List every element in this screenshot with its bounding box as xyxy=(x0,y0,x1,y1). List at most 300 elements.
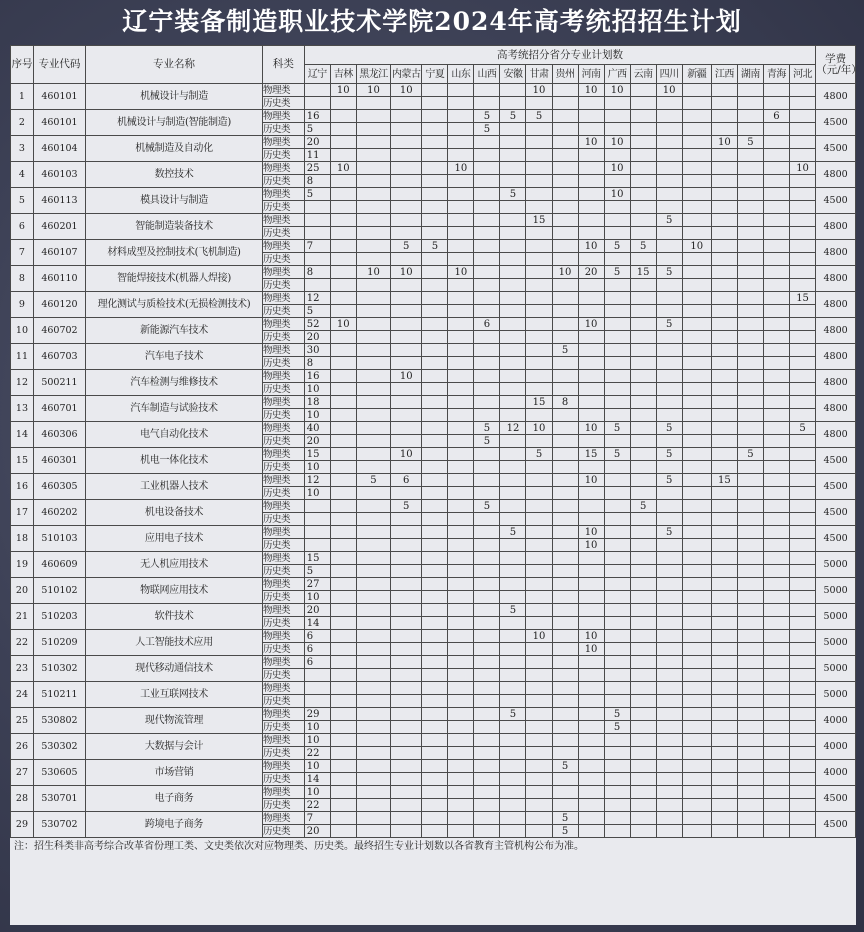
cell-quota xyxy=(682,669,711,682)
cell-quota xyxy=(422,448,448,461)
cell-quota xyxy=(711,461,737,474)
cell-quota xyxy=(789,305,815,318)
cell-quota xyxy=(422,227,448,240)
cell-quota: 11 xyxy=(304,149,330,162)
cell-quota xyxy=(526,474,552,487)
cell-fee: 4500 xyxy=(816,500,856,526)
cell-quota xyxy=(330,487,356,500)
cell-quota xyxy=(763,578,789,591)
cell-quota xyxy=(737,760,763,773)
cell-quota xyxy=(391,539,422,552)
cell-subject: 物理类 xyxy=(263,240,305,253)
cell-quota xyxy=(526,565,552,578)
cell-quota: 20 xyxy=(304,136,330,149)
cell-quota xyxy=(500,214,526,227)
cell-quota: 7 xyxy=(304,240,330,253)
cell-quota xyxy=(500,175,526,188)
cell-quota xyxy=(500,305,526,318)
cell-quota xyxy=(448,279,474,292)
cell-quota xyxy=(500,331,526,344)
cell-quota xyxy=(356,630,390,643)
cell-quota xyxy=(526,253,552,266)
cell-quota: 5 xyxy=(737,136,763,149)
cell-quota xyxy=(356,422,390,435)
header-fee xyxy=(816,46,862,84)
cell-quota: 20 xyxy=(304,604,330,617)
cell-quota xyxy=(330,630,356,643)
cell-seq: 12 xyxy=(11,370,34,396)
cell-quota xyxy=(552,292,578,305)
cell-quota xyxy=(656,734,682,747)
cell-quota xyxy=(763,84,789,97)
cell-quota xyxy=(391,162,422,175)
cell-quota xyxy=(711,240,737,253)
cell-quota xyxy=(552,357,578,370)
cell-quota xyxy=(630,617,656,630)
cell-subject: 历史类 xyxy=(263,591,305,604)
cell-quota xyxy=(474,734,500,747)
cell-quota xyxy=(356,786,390,799)
cell-quota xyxy=(526,643,552,656)
cell-quota xyxy=(448,227,474,240)
cell-code: 460609 xyxy=(33,552,85,578)
cell-quota xyxy=(789,110,815,123)
cell-quota xyxy=(448,409,474,422)
cell-quota xyxy=(763,591,789,604)
cell-quota: 10 xyxy=(304,487,330,500)
cell-quota xyxy=(763,123,789,136)
cell-quota xyxy=(682,149,711,162)
cell-quota xyxy=(711,149,737,162)
cell-quota xyxy=(578,734,604,747)
cell-quota xyxy=(526,383,552,396)
cell-fee: 4500 xyxy=(816,526,856,552)
cell-quota xyxy=(789,448,815,461)
cell-quota xyxy=(304,97,330,110)
cell-quota xyxy=(552,578,578,591)
cell-quota xyxy=(630,110,656,123)
cell-quota xyxy=(330,370,356,383)
cell-quota xyxy=(604,461,630,474)
cell-subject: 物理类 xyxy=(263,760,305,773)
cell-quota xyxy=(656,292,682,305)
cell-quota xyxy=(526,266,552,279)
cell-quota xyxy=(500,617,526,630)
cell-subject: 历史类 xyxy=(263,461,305,474)
cell-quota xyxy=(448,487,474,500)
cell-quota xyxy=(578,747,604,760)
cell-quota xyxy=(682,97,711,110)
cell-quota xyxy=(656,591,682,604)
cell-quota xyxy=(422,188,448,201)
cell-quota xyxy=(552,643,578,656)
cell-quota: 12 xyxy=(304,292,330,305)
cell-quota xyxy=(422,526,448,539)
cell-quota xyxy=(789,747,815,760)
cell-quota: 5 xyxy=(630,240,656,253)
cell-quota xyxy=(552,279,578,292)
cell-seq: 11 xyxy=(11,344,34,370)
cell-quota xyxy=(422,175,448,188)
cell-quota xyxy=(578,162,604,175)
cell-quota xyxy=(330,461,356,474)
cell-quota xyxy=(630,487,656,500)
cell-quota: 52 xyxy=(304,318,330,331)
cell-quota: 10 xyxy=(578,539,604,552)
cell-quota xyxy=(391,643,422,656)
cell-quota xyxy=(356,110,390,123)
table-row xyxy=(11,370,856,383)
cell-quota xyxy=(789,97,815,110)
cell-seq: 8 xyxy=(11,266,34,292)
cell-quota xyxy=(552,305,578,318)
cell-code: 460101 xyxy=(33,110,85,136)
cell-quota xyxy=(630,747,656,760)
cell-quota xyxy=(737,487,763,500)
cell-quota xyxy=(682,201,711,214)
cell-quota xyxy=(711,201,737,214)
cell-quota xyxy=(330,136,356,149)
cell-quota: 22 xyxy=(304,799,330,812)
cell-quota xyxy=(789,487,815,500)
cell-quota xyxy=(711,591,737,604)
cell-quota xyxy=(448,422,474,435)
cell-quota xyxy=(552,383,578,396)
cell-quota: 5 xyxy=(304,305,330,318)
cell-quota: 5 xyxy=(526,110,552,123)
cell-quota xyxy=(422,331,448,344)
cell-quota xyxy=(604,669,630,682)
table-row xyxy=(11,734,856,747)
cell-quota xyxy=(500,97,526,110)
cell-quota xyxy=(737,656,763,669)
cell-quota xyxy=(552,799,578,812)
cell-quota xyxy=(789,591,815,604)
cell-name: 模具设计与制造 xyxy=(85,188,262,214)
cell-seq: 27 xyxy=(11,760,34,786)
cell-quota xyxy=(330,695,356,708)
cell-subject: 物理类 xyxy=(263,656,305,669)
cell-quota xyxy=(711,357,737,370)
cell-quota xyxy=(578,279,604,292)
cell-quota xyxy=(552,318,578,331)
cell-quota xyxy=(474,682,500,695)
cell-quota xyxy=(604,643,630,656)
cell-quota xyxy=(763,383,789,396)
cell-quota xyxy=(474,344,500,357)
cell-quota xyxy=(500,474,526,487)
cell-quota xyxy=(656,396,682,409)
cell-quota xyxy=(391,630,422,643)
cell-quota xyxy=(578,578,604,591)
cell-quota xyxy=(356,500,390,513)
cell-quota xyxy=(711,812,737,825)
cell-quota xyxy=(630,682,656,695)
cell-quota xyxy=(552,500,578,513)
cell-quota xyxy=(604,656,630,669)
cell-quota xyxy=(474,786,500,799)
cell-quota xyxy=(604,552,630,565)
cell-quota xyxy=(474,448,500,461)
cell-quota xyxy=(711,786,737,799)
cell-quota xyxy=(526,435,552,448)
cell-quota xyxy=(422,279,448,292)
cell-quota xyxy=(500,682,526,695)
cell-quota xyxy=(763,175,789,188)
cell-quota xyxy=(737,708,763,721)
cell-quota xyxy=(500,747,526,760)
cell-quota xyxy=(526,123,552,136)
cell-quota xyxy=(737,422,763,435)
cell-quota: 10 xyxy=(330,84,356,97)
table-row xyxy=(11,682,856,695)
cell-quota xyxy=(789,84,815,97)
cell-code: 460107 xyxy=(33,240,85,266)
cell-quota: 10 xyxy=(526,422,552,435)
cell-seq: 13 xyxy=(11,396,34,422)
cell-subject: 历史类 xyxy=(263,695,305,708)
cell-quota xyxy=(526,734,552,747)
cell-quota: 5 xyxy=(304,565,330,578)
cell-quota xyxy=(711,305,737,318)
cell-quota: 5 xyxy=(604,266,630,279)
cell-quota xyxy=(604,812,630,825)
cell-quota xyxy=(737,773,763,786)
cell-quota xyxy=(737,526,763,539)
cell-quota xyxy=(789,318,815,331)
cell-quota xyxy=(552,773,578,786)
cell-quota xyxy=(500,565,526,578)
cell-fee: 4000 xyxy=(816,760,856,786)
cell-fee: 4800 xyxy=(816,422,856,448)
cell-quota xyxy=(422,357,448,370)
cell-code: 510102 xyxy=(33,578,85,604)
cell-quota xyxy=(356,383,390,396)
cell-quota xyxy=(604,500,630,513)
cell-quota xyxy=(391,305,422,318)
cell-quota xyxy=(737,565,763,578)
cell-quota xyxy=(330,292,356,305)
cell-quota xyxy=(422,461,448,474)
cell-quota xyxy=(474,708,500,721)
cell-quota xyxy=(656,539,682,552)
cell-quota xyxy=(789,786,815,799)
cell-quota xyxy=(422,162,448,175)
cell-quota xyxy=(330,357,356,370)
cell-quota xyxy=(656,305,682,318)
cell-quota xyxy=(789,149,815,162)
cell-quota xyxy=(526,500,552,513)
cell-quota xyxy=(356,344,390,357)
header-fee-line1: 学费 xyxy=(825,52,847,65)
cell-quota: 10 xyxy=(356,266,390,279)
cell-quota xyxy=(448,474,474,487)
cell-quota xyxy=(330,344,356,357)
cell-quota: 5 xyxy=(604,708,630,721)
cell-fee: 5000 xyxy=(816,682,856,708)
cell-quota xyxy=(789,825,815,838)
cell-quota xyxy=(422,786,448,799)
cell-quota xyxy=(500,812,526,825)
cell-quota xyxy=(422,539,448,552)
cell-seq: 18 xyxy=(11,526,34,552)
cell-quota xyxy=(356,656,390,669)
cell-quota xyxy=(604,149,630,162)
cell-code: 460101 xyxy=(33,84,85,110)
cell-seq: 14 xyxy=(11,422,34,448)
cell-quota: 8 xyxy=(552,396,578,409)
cell-quota xyxy=(789,279,815,292)
cell-quota xyxy=(656,97,682,110)
cell-quota xyxy=(682,604,711,617)
cell-quota xyxy=(656,123,682,136)
cell-quota xyxy=(391,669,422,682)
cell-quota xyxy=(448,695,474,708)
cell-quota xyxy=(737,500,763,513)
cell-quota xyxy=(656,500,682,513)
header-province: 甘肃 xyxy=(526,65,552,84)
cell-quota xyxy=(304,513,330,526)
cell-quota xyxy=(500,734,526,747)
cell-quota xyxy=(682,539,711,552)
cell-quota xyxy=(604,344,630,357)
cell-quota: 15 xyxy=(304,448,330,461)
cell-quota xyxy=(711,227,737,240)
cell-quota xyxy=(656,188,682,201)
cell-quota xyxy=(448,123,474,136)
cell-quota: 10 xyxy=(391,266,422,279)
cell-quota xyxy=(578,188,604,201)
cell-quota xyxy=(763,526,789,539)
cell-quota xyxy=(763,292,789,305)
cell-quota xyxy=(356,799,390,812)
cell-quota xyxy=(526,526,552,539)
cell-quota: 10 xyxy=(578,474,604,487)
cell-quota xyxy=(630,149,656,162)
table-row xyxy=(11,526,856,539)
cell-quota xyxy=(737,617,763,630)
cell-quota xyxy=(422,630,448,643)
cell-quota xyxy=(682,513,711,526)
header-province: 山西 xyxy=(474,65,500,84)
cell-quota xyxy=(500,669,526,682)
cell-quota: 10 xyxy=(304,760,330,773)
cell-quota xyxy=(391,565,422,578)
cell-quota xyxy=(330,812,356,825)
cell-quota xyxy=(656,721,682,734)
cell-quota: 10 xyxy=(604,162,630,175)
cell-subject: 物理类 xyxy=(263,812,305,825)
cell-name: 数控技术 xyxy=(85,162,262,188)
cell-quota xyxy=(448,656,474,669)
cell-quota xyxy=(763,487,789,500)
cell-quota xyxy=(304,227,330,240)
cell-subject: 历史类 xyxy=(263,799,305,812)
cell-quota xyxy=(304,526,330,539)
cell-quota xyxy=(552,409,578,422)
cell-quota xyxy=(604,487,630,500)
cell-quota xyxy=(422,643,448,656)
cell-quota xyxy=(630,435,656,448)
cell-quota xyxy=(448,461,474,474)
cell-quota xyxy=(448,175,474,188)
cell-subject: 历史类 xyxy=(263,331,305,344)
cell-name: 无人机应用技术 xyxy=(85,552,262,578)
cell-quota xyxy=(630,409,656,422)
page-title: 辽宁装备制造职业技术学院2024年高考统招招生计划 xyxy=(122,7,742,36)
cell-quota xyxy=(330,760,356,773)
cell-quota xyxy=(526,344,552,357)
cell-quota xyxy=(330,422,356,435)
cell-quota xyxy=(604,201,630,214)
cell-quota xyxy=(356,604,390,617)
cell-subject: 物理类 xyxy=(263,318,305,331)
cell-code: 530605 xyxy=(33,760,85,786)
cell-quota xyxy=(630,279,656,292)
header-province: 吉林 xyxy=(330,65,356,84)
cell-quota: 5 xyxy=(789,422,815,435)
cell-quota xyxy=(552,734,578,747)
cell-code: 460110 xyxy=(33,266,85,292)
cell-code: 530702 xyxy=(33,812,85,838)
cell-quota xyxy=(474,513,500,526)
cell-quota xyxy=(526,617,552,630)
cell-quota xyxy=(630,773,656,786)
cell-name: 电子商务 xyxy=(85,786,262,812)
cell-quota xyxy=(711,630,737,643)
cell-quota xyxy=(711,396,737,409)
cell-quota xyxy=(711,721,737,734)
cell-quota xyxy=(604,318,630,331)
cell-quota xyxy=(356,318,390,331)
cell-quota: 5 xyxy=(356,474,390,487)
cell-fee: 5000 xyxy=(816,578,856,604)
cell-quota xyxy=(630,123,656,136)
cell-quota: 5 xyxy=(500,604,526,617)
cell-seq: 28 xyxy=(11,786,34,812)
cell-quota xyxy=(737,149,763,162)
cell-seq: 9 xyxy=(11,292,34,318)
cell-quota xyxy=(391,331,422,344)
cell-quota xyxy=(604,305,630,318)
cell-quota xyxy=(448,305,474,318)
cell-quota xyxy=(737,84,763,97)
cell-fee: 4500 xyxy=(816,786,856,812)
cell-quota xyxy=(391,786,422,799)
cell-quota xyxy=(711,292,737,305)
cell-fee: 4800 xyxy=(816,162,856,188)
cell-quota xyxy=(737,643,763,656)
cell-quota xyxy=(356,357,390,370)
cell-quota xyxy=(630,344,656,357)
cell-subject: 历史类 xyxy=(263,487,305,500)
cell-quota xyxy=(789,136,815,149)
cell-quota xyxy=(474,266,500,279)
cell-quota xyxy=(789,188,815,201)
cell-quota xyxy=(552,188,578,201)
cell-quota xyxy=(763,695,789,708)
cell-quota xyxy=(526,201,552,214)
cell-quota xyxy=(711,110,737,123)
cell-quota: 5 xyxy=(656,266,682,279)
cell-quota xyxy=(422,773,448,786)
cell-quota xyxy=(526,357,552,370)
cell-quota xyxy=(737,305,763,318)
cell-quota xyxy=(526,760,552,773)
cell-quota xyxy=(356,643,390,656)
cell-quota xyxy=(474,162,500,175)
cell-quota xyxy=(711,253,737,266)
